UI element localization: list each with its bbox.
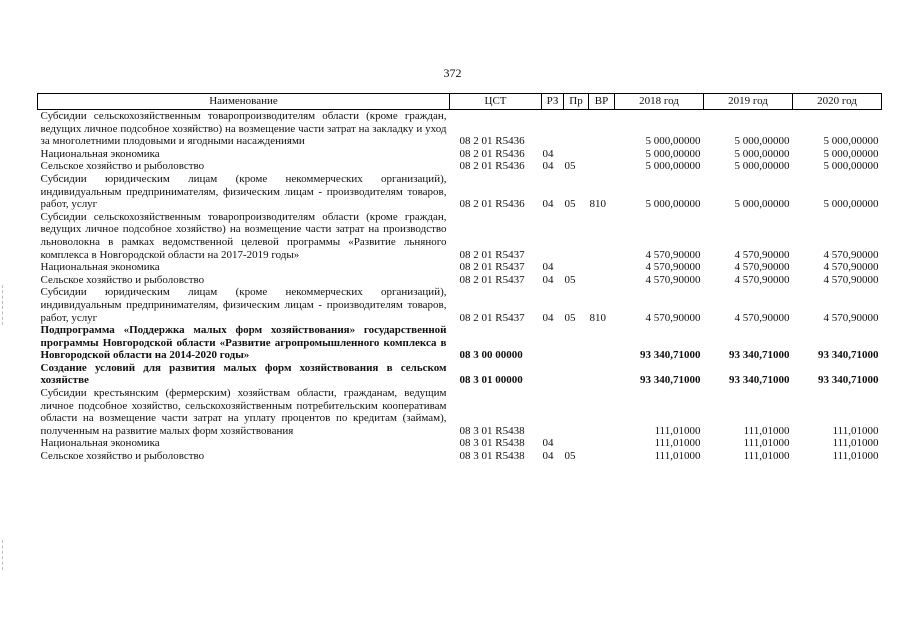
header-2018: 2018 год	[615, 94, 704, 110]
row-2019: 93 340,71000	[729, 374, 790, 387]
header-cst: ЦСТ	[450, 94, 542, 110]
row-vr	[589, 211, 615, 261]
row-vr	[589, 450, 615, 463]
row-2019: 4 570,90000	[734, 248, 790, 261]
scan-edge-mark	[2, 540, 3, 570]
table-row	[38, 437, 882, 450]
header-2019: 2019 год	[704, 94, 793, 110]
row-2020: 93 340,71000	[818, 374, 879, 387]
row-2020: 4 570,90000	[823, 248, 879, 261]
table-row	[38, 261, 882, 274]
row-2018: 5 000,00000	[645, 147, 701, 160]
row-pr	[564, 261, 589, 274]
row-cst: 08 2 01 R5436	[459, 198, 525, 211]
header-vr: ВР	[589, 94, 615, 110]
page-number: 372	[443, 66, 462, 80]
row-2019: 111,01000	[743, 437, 790, 450]
table-row	[38, 450, 882, 463]
row-vr	[589, 160, 615, 173]
row-pr: 05	[564, 450, 576, 463]
row-2018: 5 000,00000	[645, 198, 701, 211]
row-vr: 810	[589, 198, 606, 211]
row-2018: 4 570,90000	[645, 311, 701, 324]
table-row	[38, 387, 882, 437]
row-name: Субсидии крестьянским (фермерским) хозяйствам области, гражданам, ведущим личное подсобное хозяйство, сельскохозяйственным потребительским кооперативам области на возмещение части затрат на уплату процентов по кредитам (займам), полученным на развитие малых форм хозяйствования	[40, 387, 447, 437]
row-2018: 111,01000	[654, 450, 701, 463]
row-rz: 04	[542, 311, 554, 324]
row-name: Субсидии юридическим лицам (кроме некоммерческих организаций), индивидуальным предпринимателям, физическим лицам - производителям товаров, работ, услуг	[40, 286, 447, 324]
row-cst: 08 3 00 00000	[459, 349, 523, 362]
table-row	[38, 324, 882, 362]
row-2018: 93 340,71000	[640, 374, 701, 387]
row-pr: 05	[564, 160, 576, 173]
row-name: Субсидии сельскохозяйственным товаропроизводителям области (кроме граждан, ведущих личное подсобное хозяйство) на возмещение части затрат на производство льноволокна в рамках ведомственной целевой программы «Развитие льняного комплекса в Новгородской области на 2017-2019 годы»	[40, 210, 447, 261]
table-row	[38, 211, 882, 261]
row-2020: 111,01000	[832, 450, 879, 463]
row-name: Субсидии юридическим лицам (кроме некоммерческих организаций), индивидуальным предпринимателям, физическим лицам - производителям товаров, работ, услуг	[40, 172, 447, 211]
row-vr	[589, 362, 615, 387]
row-2018: 4 570,90000	[645, 261, 701, 274]
row-rz: 04	[542, 273, 554, 286]
row-2019: 4 570,90000	[734, 261, 790, 274]
row-2020: 4 570,90000	[823, 273, 879, 286]
table-row	[38, 160, 882, 173]
row-pr: 05	[564, 311, 576, 324]
header-rz: РЗ	[542, 94, 564, 110]
row-rz: 04	[542, 437, 554, 450]
row-2020: 111,01000	[832, 437, 879, 450]
row-cst: 08 3 01 00000	[459, 374, 523, 387]
row-pr	[564, 148, 589, 161]
row-cst: 08 2 01 R5437	[459, 248, 525, 261]
row-vr	[589, 324, 615, 362]
row-pr	[564, 211, 589, 261]
row-vr	[589, 274, 615, 287]
row-rz: 04	[542, 198, 554, 211]
row-2020: 4 570,90000	[823, 311, 879, 324]
table-row	[38, 362, 882, 387]
row-2020: 4 570,90000	[823, 261, 879, 274]
row-2020: 5 000,00000	[823, 198, 879, 211]
row-vr	[589, 387, 615, 437]
row-rz: 04	[542, 147, 554, 160]
header-name: Наименование	[38, 94, 450, 110]
row-vr	[589, 148, 615, 161]
row-2018: 5 000,00000	[645, 160, 701, 173]
row-2019: 4 570,90000	[734, 311, 790, 324]
budget-table	[37, 93, 882, 463]
row-2020: 93 340,71000	[818, 349, 879, 362]
table-row	[38, 148, 882, 161]
row-cst: 08 2 01 R5437	[459, 311, 525, 324]
row-cst: 08 2 01 R5437	[459, 273, 525, 286]
row-2020: 5 000,00000	[823, 147, 879, 160]
row-cst: 08 3 01 R5438	[459, 424, 525, 437]
row-2018: 111,01000	[654, 424, 701, 437]
row-2019: 5 000,00000	[734, 198, 790, 211]
row-2019: 5 000,00000	[734, 160, 790, 173]
row-rz	[542, 211, 564, 261]
row-name: Национальная экономика	[40, 261, 160, 274]
row-name: Субсидии сельскохозяйственным товаропроизводителям области (кроме граждан, ведущих личное подсобное хозяйство) на возмещение части затрат на закладку и уход за многолетними плодовыми и ягодными насаждениями	[40, 110, 447, 148]
row-2020: 5 000,00000	[823, 160, 879, 173]
row-pr	[564, 387, 589, 437]
table-header	[38, 94, 882, 110]
row-name: Подпрограмма «Поддержка малых форм хозяйствования» государственной программы Новгородской области «Развитие агропромышленного комплекса в Новгородской области на 2014-2020 годы»	[40, 324, 447, 362]
row-2018: 111,01000	[654, 437, 701, 450]
row-2020: 5 000,00000	[823, 135, 879, 148]
row-pr	[564, 324, 589, 362]
table-row	[38, 286, 882, 324]
scan-edge-mark	[2, 285, 3, 325]
row-2019: 4 570,90000	[734, 273, 790, 286]
row-rz	[542, 387, 564, 437]
row-rz	[542, 110, 564, 148]
row-pr	[564, 110, 589, 148]
row-rz	[542, 324, 564, 362]
row-rz: 04	[542, 450, 554, 463]
row-name: Сельское хозяйство и рыболовство	[40, 450, 205, 463]
table-row	[38, 173, 882, 211]
row-rz: 04	[542, 261, 554, 274]
row-pr	[564, 437, 589, 450]
row-2018: 93 340,71000	[640, 349, 701, 362]
row-name: Создание условий для развития малых форм хозяйствования в сельском хозяйстве	[40, 361, 447, 387]
row-2019: 5 000,00000	[734, 147, 790, 160]
row-pr: 05	[564, 273, 576, 286]
row-pr: 05	[564, 198, 576, 211]
row-2019: 5 000,00000	[734, 135, 790, 148]
header-2020: 2020 год	[793, 94, 882, 110]
row-2018: 4 570,90000	[645, 248, 701, 261]
row-rz: 04	[542, 160, 554, 173]
row-name: Национальная экономика	[40, 437, 160, 450]
row-cst: 08 2 01 R5436	[459, 135, 525, 148]
row-vr	[589, 261, 615, 274]
row-vr	[589, 437, 615, 450]
row-cst: 08 2 01 R5436	[459, 160, 525, 173]
row-cst: 08 3 01 R5438	[459, 437, 525, 450]
row-name: Сельское хозяйство и рыболовство	[40, 160, 205, 173]
table-row	[38, 274, 882, 287]
row-2019: 111,01000	[743, 450, 790, 463]
row-name: Сельское хозяйство и рыболовство	[40, 273, 205, 286]
row-cst: 08 2 01 R5436	[459, 147, 525, 160]
row-2020: 111,01000	[832, 424, 879, 437]
row-cst: 08 3 01 R5438	[459, 450, 525, 463]
header-pr: Пр	[564, 94, 589, 110]
row-2019: 111,01000	[743, 424, 790, 437]
row-2019: 93 340,71000	[729, 349, 790, 362]
row-cst: 08 2 01 R5437	[459, 261, 525, 274]
row-2018: 4 570,90000	[645, 273, 701, 286]
row-vr	[589, 110, 615, 148]
row-rz	[542, 362, 564, 387]
row-pr	[564, 362, 589, 387]
row-vr: 810	[589, 311, 606, 324]
row-name: Национальная экономика	[40, 147, 160, 160]
row-2018: 5 000,00000	[645, 135, 701, 148]
table-row	[38, 110, 882, 148]
